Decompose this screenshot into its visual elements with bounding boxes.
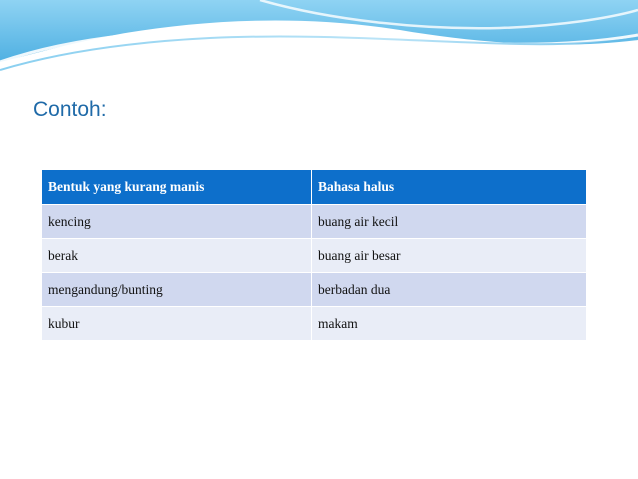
table-cell: makam (312, 307, 587, 341)
table-row (42, 205, 587, 239)
comparison-table (41, 169, 587, 341)
table-row (42, 307, 587, 341)
column-header-bahasa-halus: Bahasa halus (312, 170, 587, 205)
column-header-bentuk: Bentuk yang kurang manis (42, 170, 312, 205)
table-cell: mengandung/bunting (42, 273, 312, 307)
table-cell: buang air besar (312, 239, 587, 273)
table-row (42, 273, 587, 307)
decorative-wave-header (0, 0, 638, 80)
slide-title: Contoh: (33, 98, 107, 121)
table-cell: buang air kecil (312, 205, 587, 239)
table-cell: berak (42, 239, 312, 273)
table-header-row (42, 170, 587, 205)
table-cell: kubur (42, 307, 312, 341)
table-row (42, 239, 587, 273)
table-cell: berbadan dua (312, 273, 587, 307)
table-cell: kencing (42, 205, 312, 239)
